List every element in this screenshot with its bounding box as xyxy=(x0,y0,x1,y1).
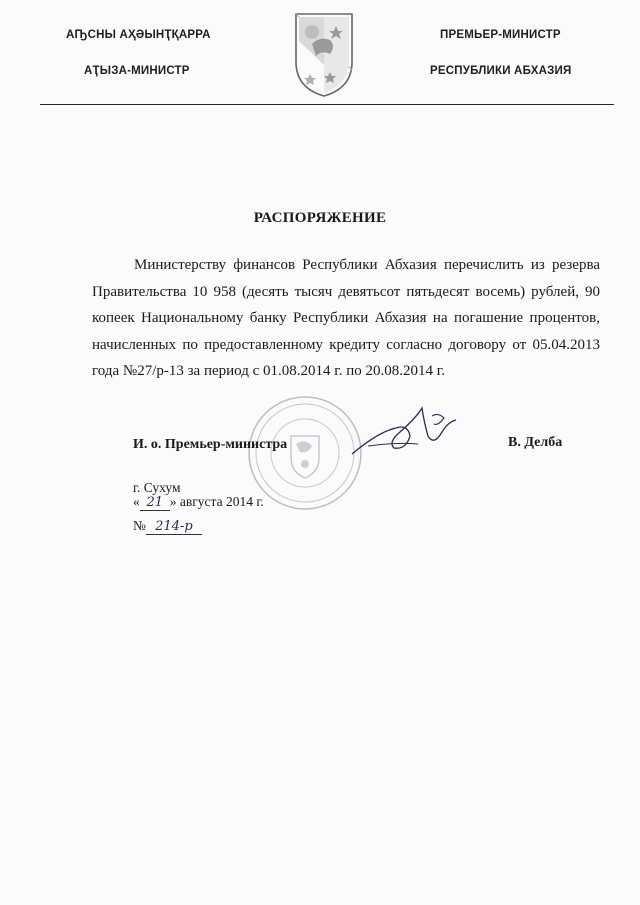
header-left-line1: АҦСНЫ АҲӘЫНҬҚАРРА xyxy=(66,29,211,41)
document-number xyxy=(133,518,202,535)
date-open-quote: « xyxy=(133,494,140,509)
date-day: 21 xyxy=(140,496,170,511)
document-date xyxy=(133,494,264,511)
number-label: № xyxy=(133,518,146,533)
document-title: РАСПОРЯЖЕНИЕ xyxy=(253,210,387,226)
signatory-name: В. Делба xyxy=(508,435,563,450)
place-of-issue: г. Сухум xyxy=(133,480,181,495)
number-value: 214-р xyxy=(146,520,202,535)
header-right-line2: РЕСПУБЛИКИ АБХАЗИЯ xyxy=(430,65,572,77)
coat-of-arms-icon xyxy=(292,10,356,98)
order-body: Министерству финансов Республики Абхазия перечислить из резерва Правительства 10 958 (десять тысяч девятьсот пятьдесят восемь) рублей, 90 копеек Национальному банку Республики Абхазия на погашение процентов, начисленных по предоставленному кредиту согласно договору от 05.04.2013 года №27/р-13 за период с 01.08.2014 г. по 20.08.2014 г. xyxy=(92,257,600,379)
order-text xyxy=(92,252,600,385)
signatory-position: И. о. Премьер-министра xyxy=(133,437,288,452)
handwritten-signature-icon xyxy=(348,402,460,464)
header-left-line2: АҬЫЗА-МИНИСТР xyxy=(84,65,190,77)
date-month-year: » августа 2014 г. xyxy=(169,494,264,509)
header-divider xyxy=(40,104,614,105)
header-right-line1: ПРЕМЬЕР-МИНИСТР xyxy=(440,29,561,41)
